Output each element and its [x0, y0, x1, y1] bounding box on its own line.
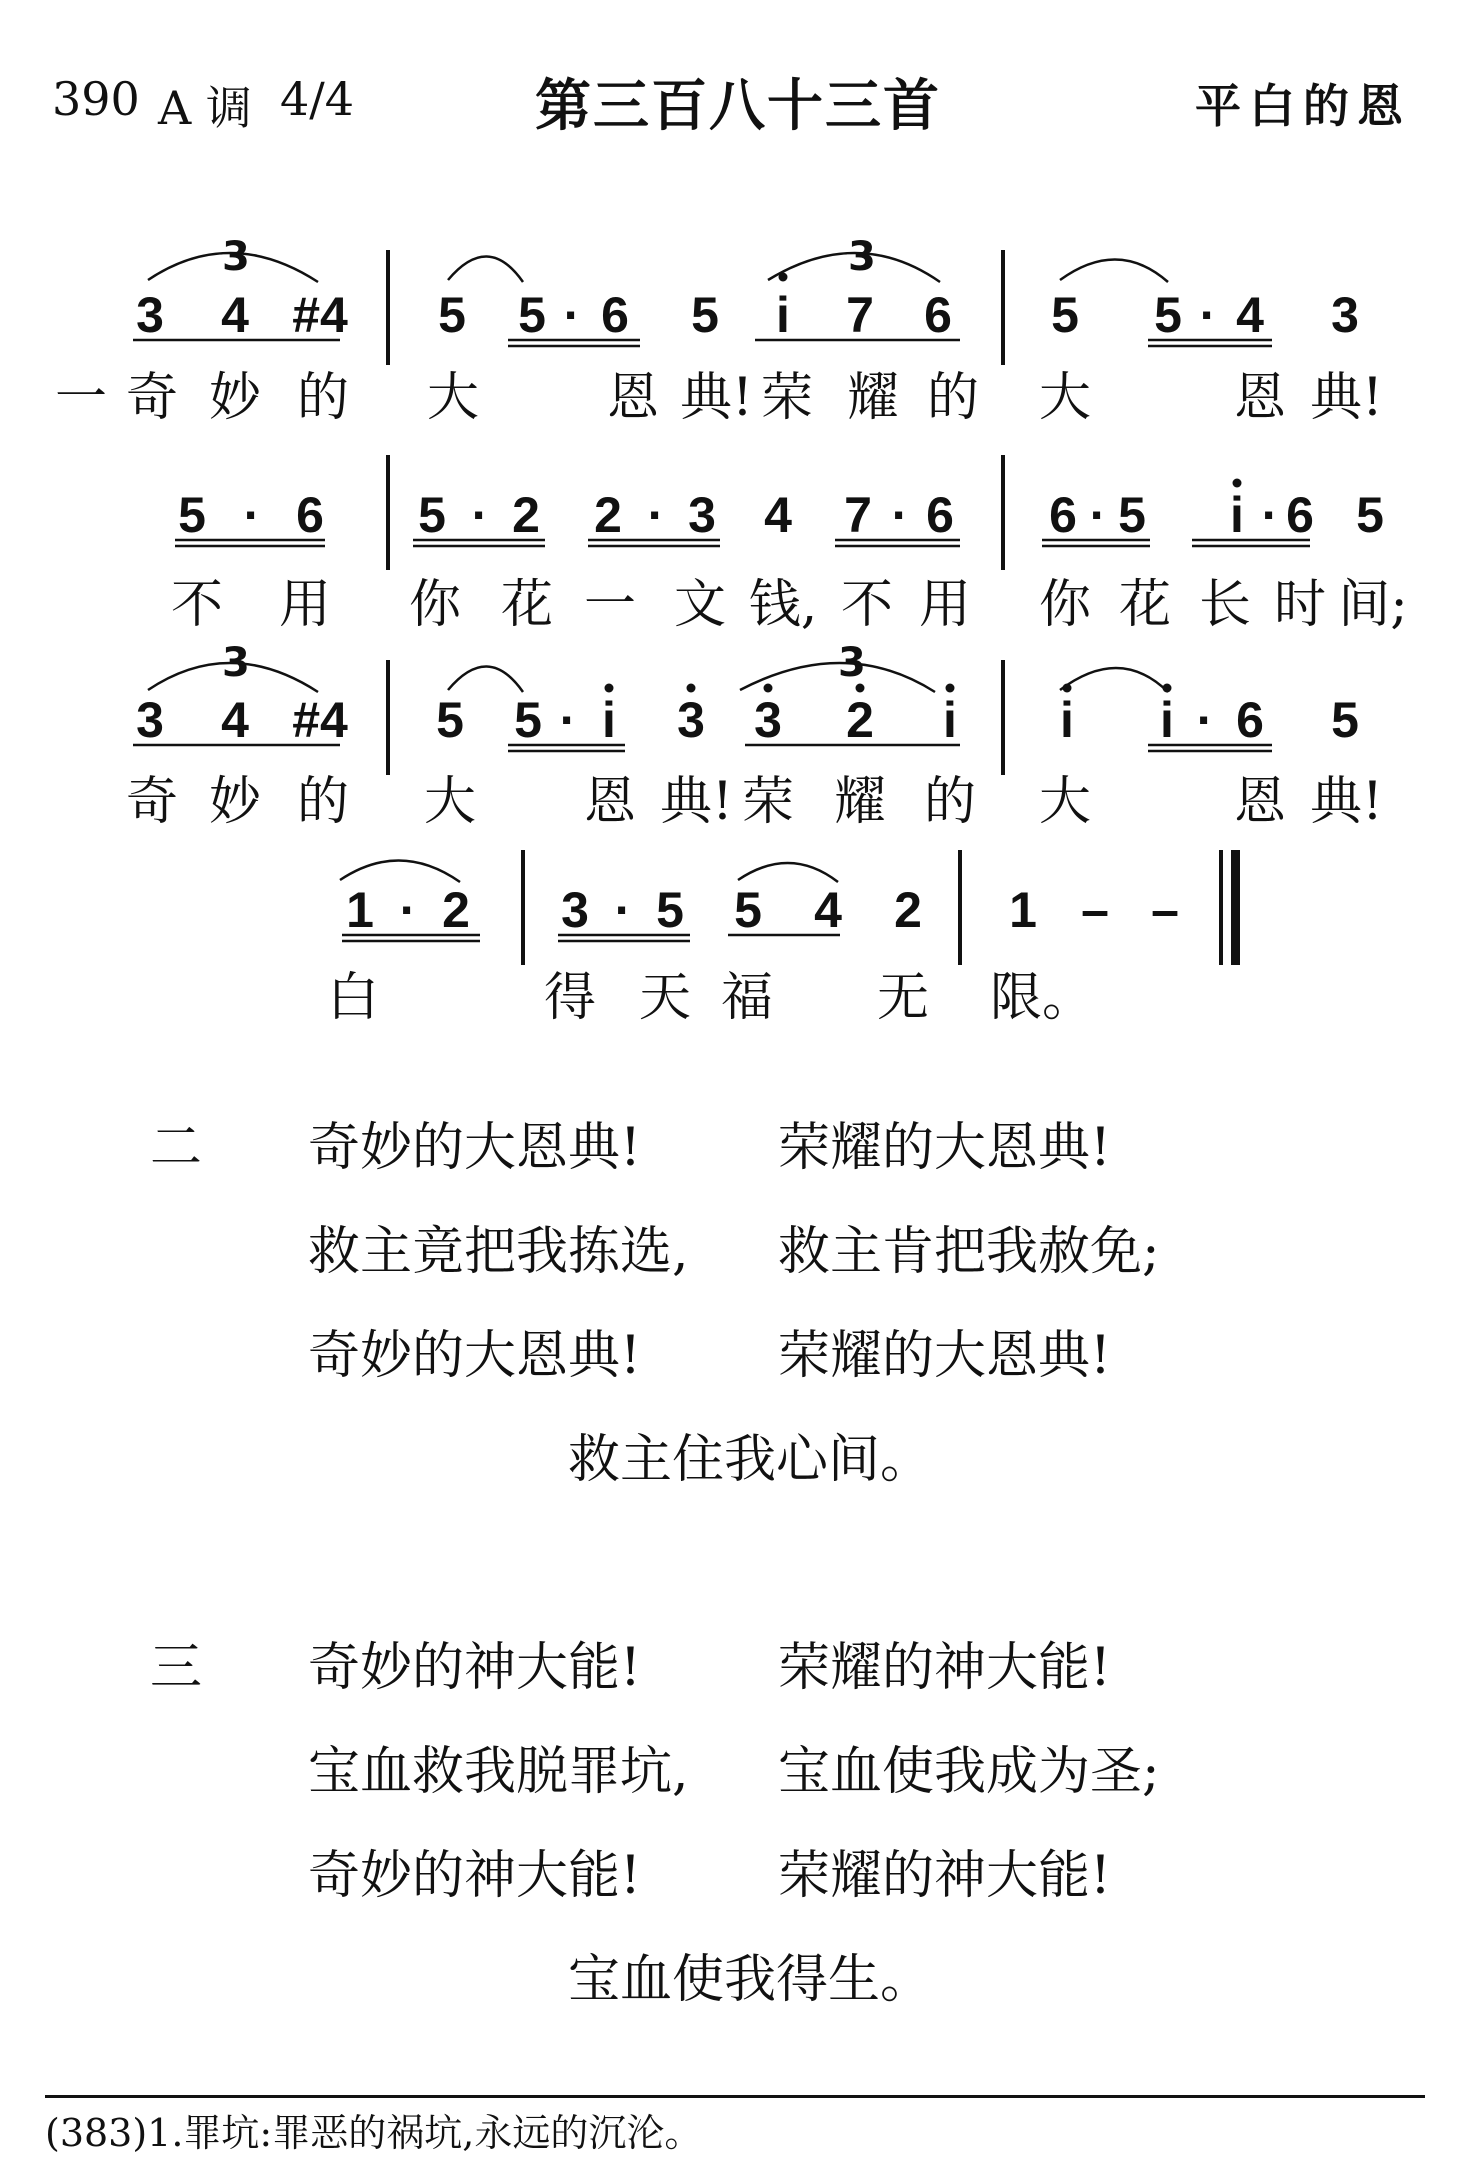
final-barline-thick — [1231, 850, 1240, 965]
verse-line: 救主肯把我赦免; — [778, 1222, 1160, 1282]
lyric: 的 — [296, 772, 349, 832]
triplet-number: 3 — [848, 234, 876, 280]
lyric: 限。 — [990, 968, 1095, 1028]
dot: · — [891, 487, 909, 543]
lyric: 无 — [876, 968, 929, 1028]
lyric: 大 — [1038, 368, 1091, 428]
note: 3 — [136, 692, 164, 748]
note: 3 — [677, 692, 705, 748]
lyric: 福 — [720, 968, 773, 1028]
lyric: 钱, — [748, 575, 818, 635]
note: 2 — [894, 882, 922, 938]
lyric: 大 — [426, 368, 479, 428]
note: 3 — [688, 487, 716, 543]
note: 6 — [1286, 487, 1314, 543]
note: 5 — [1356, 487, 1384, 543]
slur — [1060, 259, 1168, 282]
note: 4 — [764, 487, 792, 543]
note: 6 — [601, 287, 629, 343]
verse-line: 奇妙的大恩典! — [308, 1118, 641, 1178]
dot: · — [1089, 487, 1107, 543]
note: 5 — [518, 287, 546, 343]
footnote-divider — [45, 2095, 1425, 2098]
lyric: 一 — [583, 575, 636, 635]
lyric: 奇 — [125, 368, 178, 428]
lyric: 你 — [408, 575, 461, 635]
dot: · — [614, 882, 632, 938]
lyric: 典! — [660, 772, 733, 832]
note: 5 — [514, 692, 542, 748]
key-signature: A 调 — [158, 81, 252, 135]
lyric: 妙 — [208, 772, 261, 832]
lyric: 大 — [423, 772, 476, 832]
lyric: 耀 — [833, 772, 886, 832]
dot: · — [1199, 287, 1217, 343]
verse-line: 荣耀的神大能! — [778, 1846, 1111, 1906]
dot: · — [647, 487, 665, 543]
note: 1 — [1009, 882, 1037, 938]
hymn-title: 第三百八十三首 — [535, 74, 941, 139]
lyric: 荣 — [760, 368, 813, 428]
note: i — [776, 287, 790, 343]
note: 1 — [346, 882, 374, 938]
slur — [448, 256, 523, 282]
verse-number: 三 — [150, 1638, 203, 1698]
note: 3 — [561, 882, 589, 938]
note: 5 — [656, 882, 684, 938]
time-signature: 4/4 — [280, 72, 355, 126]
note: 5 — [438, 287, 466, 343]
verse-line: 荣耀的大恩典! — [778, 1326, 1111, 1386]
note: 5 — [418, 487, 446, 543]
lyric: 耀 — [846, 368, 899, 428]
lyric: 典! — [1310, 772, 1383, 832]
slur — [1060, 668, 1168, 692]
lyric: 不 — [170, 575, 223, 635]
lyric: 花 — [1118, 575, 1171, 635]
lyric: 时 — [1273, 575, 1326, 635]
note: 5 — [1051, 287, 1079, 343]
triplet-number: 3 — [838, 640, 866, 686]
note: 5 — [1331, 692, 1359, 748]
verse-line: 宝血救我脱罪坑, — [308, 1742, 689, 1802]
note: 6 — [1049, 487, 1077, 543]
note: i — [943, 692, 957, 748]
lyric: 大 — [1038, 772, 1091, 832]
note: 6 — [926, 487, 954, 543]
verse-line: 宝血使我成为圣; — [778, 1742, 1160, 1802]
note: 2 — [594, 487, 622, 543]
slur — [448, 666, 523, 692]
lyric: 文 — [673, 575, 726, 635]
dot: · — [1196, 692, 1214, 748]
note: 4 — [221, 692, 249, 748]
lyric: 奇 — [125, 772, 178, 832]
dot: · — [243, 487, 261, 543]
verse-line: 奇妙的神大能! — [308, 1846, 641, 1906]
lyric: 天 — [638, 968, 691, 1028]
verse-closing: 宝血使我得生。 — [568, 1950, 933, 2010]
note-extension: – — [1151, 882, 1179, 938]
dot: · — [559, 692, 577, 748]
note: 3 — [136, 287, 164, 343]
note: 4 — [221, 287, 249, 343]
note: 5 — [436, 692, 464, 748]
note: 5 — [691, 287, 719, 343]
lyric-verse-number: 一 — [55, 368, 108, 428]
dot: · — [399, 882, 417, 938]
lyric: 典! — [680, 368, 753, 428]
note: 7 — [846, 287, 874, 343]
note: #4 — [292, 287, 348, 343]
tune-name: 平白的恩 — [1195, 79, 1411, 133]
lyric: 荣 — [741, 772, 794, 832]
lyric: 长 — [1198, 575, 1251, 635]
lyric: 你 — [1038, 575, 1091, 635]
triplet-number: 3 — [222, 640, 250, 686]
verse-line: 救主竟把我拣选, — [308, 1222, 689, 1282]
lyric: 恩 — [583, 772, 636, 832]
note: 5 — [734, 882, 762, 938]
note: 4 — [814, 882, 842, 938]
note: i — [602, 692, 616, 748]
dot: · — [1261, 487, 1279, 543]
lyric: 的 — [926, 368, 979, 428]
note: 3 — [1331, 287, 1359, 343]
lyric: 典! — [1310, 368, 1383, 428]
lyric: 不 — [840, 575, 893, 635]
slur — [340, 860, 460, 882]
lyric: 妙 — [208, 368, 261, 428]
lyric: 用 — [918, 575, 971, 635]
note: #4 — [292, 692, 348, 748]
verse-line: 奇妙的大恩典! — [308, 1326, 641, 1386]
note: 3 — [754, 692, 782, 748]
note: 6 — [924, 287, 952, 343]
lyric: 恩 — [1233, 368, 1286, 428]
note: 5 — [1118, 487, 1146, 543]
note: 4 — [1236, 287, 1264, 343]
note: 5 — [1154, 287, 1182, 343]
note: 6 — [1236, 692, 1264, 748]
verse-closing: 救主住我心间。 — [568, 1430, 933, 1490]
footnote: (383)1.罪坑:罪恶的祸坑,永远的沉沦。 — [45, 2111, 703, 2155]
note: i — [1060, 692, 1074, 748]
dot: · — [471, 487, 489, 543]
lyric: 恩 — [1233, 772, 1286, 832]
lyric: 得 — [543, 968, 596, 1028]
note: i — [1230, 487, 1244, 543]
verse-line: 荣耀的大恩典! — [778, 1118, 1111, 1178]
lyric: 的 — [296, 368, 349, 428]
note: 2 — [442, 882, 470, 938]
note: i — [1160, 692, 1174, 748]
lyric: 用 — [278, 575, 331, 635]
dot: · — [563, 287, 581, 343]
note: 2 — [846, 692, 874, 748]
triplet-number: 3 — [222, 234, 250, 280]
note-extension: – — [1081, 882, 1109, 938]
note: 7 — [844, 487, 872, 543]
lyric: 白 — [326, 968, 379, 1028]
verse-line: 奇妙的神大能! — [308, 1638, 641, 1698]
verse-line: 荣耀的神大能! — [778, 1638, 1111, 1698]
note: 6 — [296, 487, 324, 543]
note: 2 — [512, 487, 540, 543]
hymn-number: 390 — [52, 72, 140, 126]
note: 5 — [178, 487, 206, 543]
verse-number: 二 — [150, 1118, 203, 1178]
lyric: 的 — [923, 772, 976, 832]
lyric: 恩 — [606, 368, 659, 428]
slur — [738, 863, 838, 882]
lyric: 间; — [1338, 575, 1408, 635]
lyric: 花 — [500, 575, 553, 635]
